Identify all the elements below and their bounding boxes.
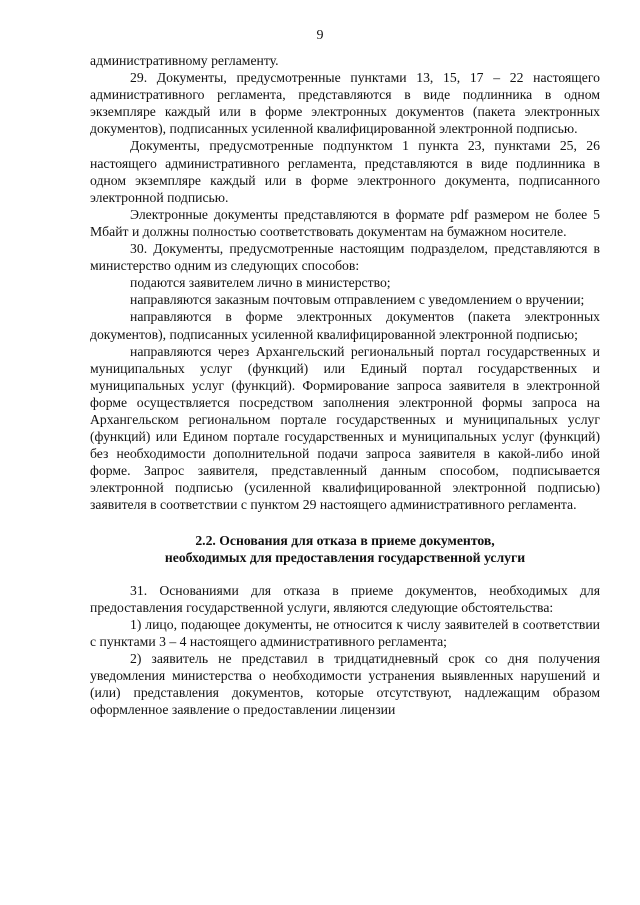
paragraph: направляются заказным почтовым отправлением с уведомлением о вручении; [130,292,585,308]
paragraph-group-top [90,52,600,514]
paragraph: Электронные документы представляются в формате pdf размером не более 5 Мбайт и должны полностью соответствовать документам на бумажном носителе. [90,206,600,239]
paragraph: Документы, предусмотренные подпунктом 1 пункта 23, пунктами 25, 26 настоящего административного регламента, представляются в виде подлинника в одном экземпляре каждый или в форме электронного документа, подписанного электронной подписью. [90,138,600,205]
paragraph: 30. Документы, предусмотренные настоящим подразделом, представляются в министерство одним из следующих способов: [90,241,600,274]
paragraph: подаются заявителем лично в министерство; [130,275,391,291]
paragraph: административному регламенту. [90,53,279,68]
paragraph: 29. Документы, предусмотренные пунктами 13, 15, 17 – 22 настоящего административного регламента, представляются в виде подлинника в одном экземпляре каждый или в форме электронных документов (пакета электронных документов), подписанных усиленной квалифицированной электронной подписью. [90,70,600,137]
paragraph: направляются в форме электронных документов (пакета электронных документов), подписанных усиленной квалифицированной электронной подписью; [90,309,600,342]
document-body [90,52,600,718]
paragraph: 2) заявитель не представил в тридцатидневный срок со дня получения уведомления министерства о необходимости устранения выявленных нарушений и (или) представления документов, которые отсутствуют, надлежащим образом оформленное заявление о предоставлении лицензии [90,651,600,718]
paragraph-group-bottom [90,582,600,719]
section-heading-line-1: 2.2. Основания для отказа в приеме документов, [195,532,495,548]
section-heading [90,532,600,566]
section-heading-line-2: необходимых для предоставления государственной услуги [164,549,526,565]
page-number: 9 [316,28,324,43]
paragraph: 31. Основаниями для отказа в приеме документов, необходимых для предоставления государственной услуги, являются следующие обстоятельства: [90,582,600,615]
paragraph: 1) лицо, подающее документы, не относится к числу заявителей в соответствии с пунктами 3 – 4 настоящего административного регламента; [90,616,600,649]
paragraph: направляются через Архангельский региональный портал государственных и муниципальных услуг (функций) или Единый портал государственных и муниципальных услуг (функций). Формирование запроса заявителя в электронной форме осуществляется посредством заполнения электронной формы запроса на Архангельском региональном портале государственных и муниципальных услуг (функций) или Едином портале государственных и муниципальных услуг (функций) без необходимости дополнительной подачи запроса заявителя в какой-либо иной форме. Запрос заявителя, представленный данным способом, подписывается электронной подписью (усиленной квалифицированной электронной подписью) заявителя в соответствии с пунктом 29 настоящего административного регламента. [90,343,600,513]
